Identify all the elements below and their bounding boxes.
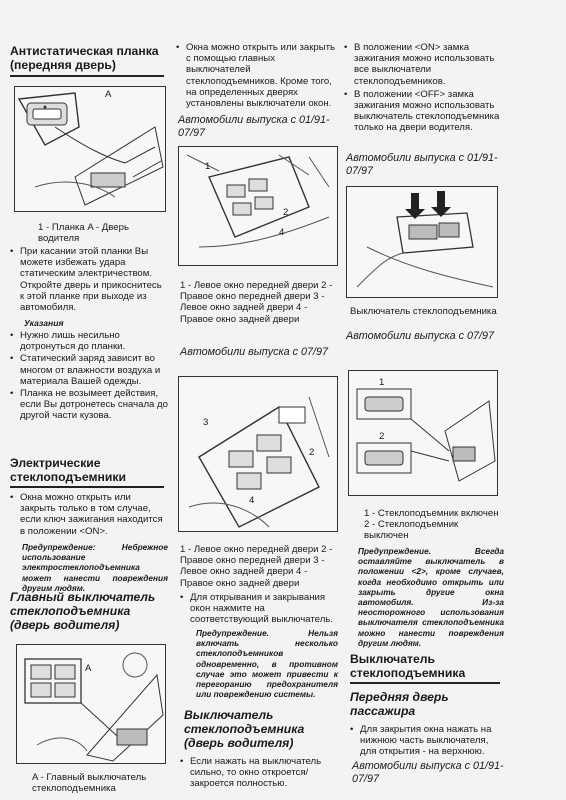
heading-line: Выключатель [184, 708, 274, 722]
bullet-list [350, 724, 506, 758]
figure-label: A [105, 89, 112, 100]
passenger-heading [350, 690, 506, 718]
warning-note [22, 542, 168, 593]
warning-note [358, 546, 504, 648]
heading-line: (дверь водителя) [184, 736, 294, 750]
model-years: Автомобили выпуска с 01/91-07/97 [346, 152, 498, 177]
figure-caption: 1 - Стеклоподъемник включен 2 - Стеклоподъемник выключен [364, 508, 499, 542]
warning-text: Всегда оставляйте выключатель в положении <2>, кроме случаев, когда необходимо открыть или закрыть другие окна автомобиля. Из-за неосторожного использования выключателя стеклоподъемника можно нанести повреждения другим людям. [358, 546, 504, 648]
figure-caption: A - Главный выключатель стеклоподъемника [32, 772, 147, 795]
passenger-switch-illustration [347, 187, 497, 297]
bullet-item: • Нужно лишь несильно дотронуться до планки. [10, 330, 168, 352]
figure-caption: Выключатель стеклоподъемника [350, 306, 497, 317]
callout-4: 4 [249, 495, 255, 506]
heading-line: пассажира [350, 704, 416, 718]
heading-line: стеклоподъемника [184, 722, 305, 736]
heading-line: стеклоподъемника [350, 666, 466, 680]
figure-caption: 1 - Левое окно передней двери 2 - Правое окно передней двери 3 - Левое окно задней двери 4 - Правое окно задней двери [180, 544, 333, 589]
figure-window-switches-old [178, 146, 338, 266]
heading-line: Антистатическая планка [10, 44, 159, 58]
switch-heading [350, 652, 506, 680]
figure-switch-old [346, 186, 498, 298]
warning-note [196, 628, 338, 699]
model-years: Автомобили выпуска с 01/91-07/97 [352, 760, 504, 785]
bullet-list [10, 492, 168, 537]
antistatic-heading [10, 44, 170, 72]
figure-window-switches-new [178, 376, 338, 532]
warning-label: Предупреждение. [196, 628, 269, 638]
model-years: Автомобили выпуска с 01/91-07/97 [178, 114, 330, 139]
warning-text: Небрежное использование электростеклоподъемника может нанести повреждения другим людям. [22, 542, 168, 593]
bullet-item: • Окна можно открыть или закрыть с помощью главных выключателей стеклоподъемников. Кроме того, на определенных дверях установлены выключатели окон. [176, 42, 336, 109]
callout-2: 2 [283, 207, 289, 218]
bullet-item: • В положении <ON> замка зажигания можно использовать все выключатели стеклоподъемников. [344, 42, 502, 87]
bullet-item: • Для открывания и закрывания окон нажмите на соответствующий выключатель. [180, 592, 340, 626]
passenger-switch-illustration [349, 371, 497, 495]
figure-main-switch [16, 644, 166, 764]
main-switch-heading [10, 590, 170, 632]
bullet-list [180, 756, 340, 790]
bullet-list [180, 592, 340, 626]
heading-line: Выключатель [350, 652, 435, 666]
model-years: Автомобили выпуска с 07/97 [346, 330, 495, 342]
heading-line: (дверь водителя) [10, 618, 120, 632]
bullet-list [344, 42, 502, 134]
callout-3: 3 [203, 417, 209, 428]
door-handle-illustration [15, 87, 165, 211]
callout-2: 2 [309, 447, 315, 458]
bullet-item: • Для закрытия окна нажать на нижнюю часть выключателя, для открытия - на верхнюю. [350, 724, 506, 758]
warning-text: Нельзя включать несколько стеклоподъемников одновременно, в противном случае это может привести к перегоранию предохранителя или повреждению системы. [196, 628, 338, 700]
heading-line: Главный выключатель [10, 590, 156, 604]
figure-switch-new [348, 370, 498, 496]
bullet-item: • Если нажать на выключатель сильно, то окно откроется/закроется полностью. [180, 756, 340, 790]
notes-heading: Указания [24, 318, 64, 328]
callout-1: 1 [379, 377, 385, 388]
bullet-item: • В положении <OFF> замка зажигания можно использовать выключатель стеклоподъемника только на двери водителя. [344, 89, 502, 134]
heading-line: Передняя дверь [350, 690, 449, 704]
electric-heading [10, 456, 170, 484]
warning-label: Предупреждение: [22, 542, 96, 552]
divider [350, 682, 500, 684]
notes-list [10, 330, 168, 422]
switch-heading [184, 708, 340, 750]
figure-caption: 1 - Левое окно передней двери 2 - Правое окно передней двери 3 - Левое окно задней двери 4 - Правое окно задней двери [180, 280, 333, 325]
bullet-list [10, 246, 168, 313]
heading-line: стеклоподъемники [10, 470, 126, 484]
divider [10, 486, 164, 488]
figure-antistatic-plate [14, 86, 166, 212]
bullet-item: • Статический заряд зависит во многом от влажности воздуха и материала Вашей одежды. [10, 353, 168, 387]
bullet-item: • При касании этой планки Вы можете избежать удара статическим электричеством. Откройте дверь и прикоснитесь к этой планке при выходе из автомобиля. [10, 246, 168, 313]
figure-label: A [85, 663, 92, 674]
callout-2: 2 [379, 431, 385, 442]
bullet-item: • Планка не возымеет действия, если Вы дотронетесь сначала до другой части кузова. [10, 388, 168, 422]
divider [10, 75, 164, 77]
figure-caption: 1 - Планка A - Дверь водителя [38, 222, 129, 245]
callout-1: 1 [205, 161, 211, 172]
model-years: Автомобили выпуска с 07/97 [180, 346, 329, 358]
heading-line: Электрические [10, 456, 101, 470]
window-switches-illustration [179, 147, 337, 265]
bullet-item: • Окна можно открыть или закрыть только в том случае, если ключ зажигания находится в положении <ON>. [10, 492, 168, 537]
heading-line: (передняя дверь) [10, 58, 116, 72]
callout-4: 4 [279, 227, 285, 238]
bullet-list [176, 42, 336, 109]
heading-line: стеклоподъемника [10, 604, 131, 618]
warning-label: Предупреждение. [358, 546, 431, 556]
